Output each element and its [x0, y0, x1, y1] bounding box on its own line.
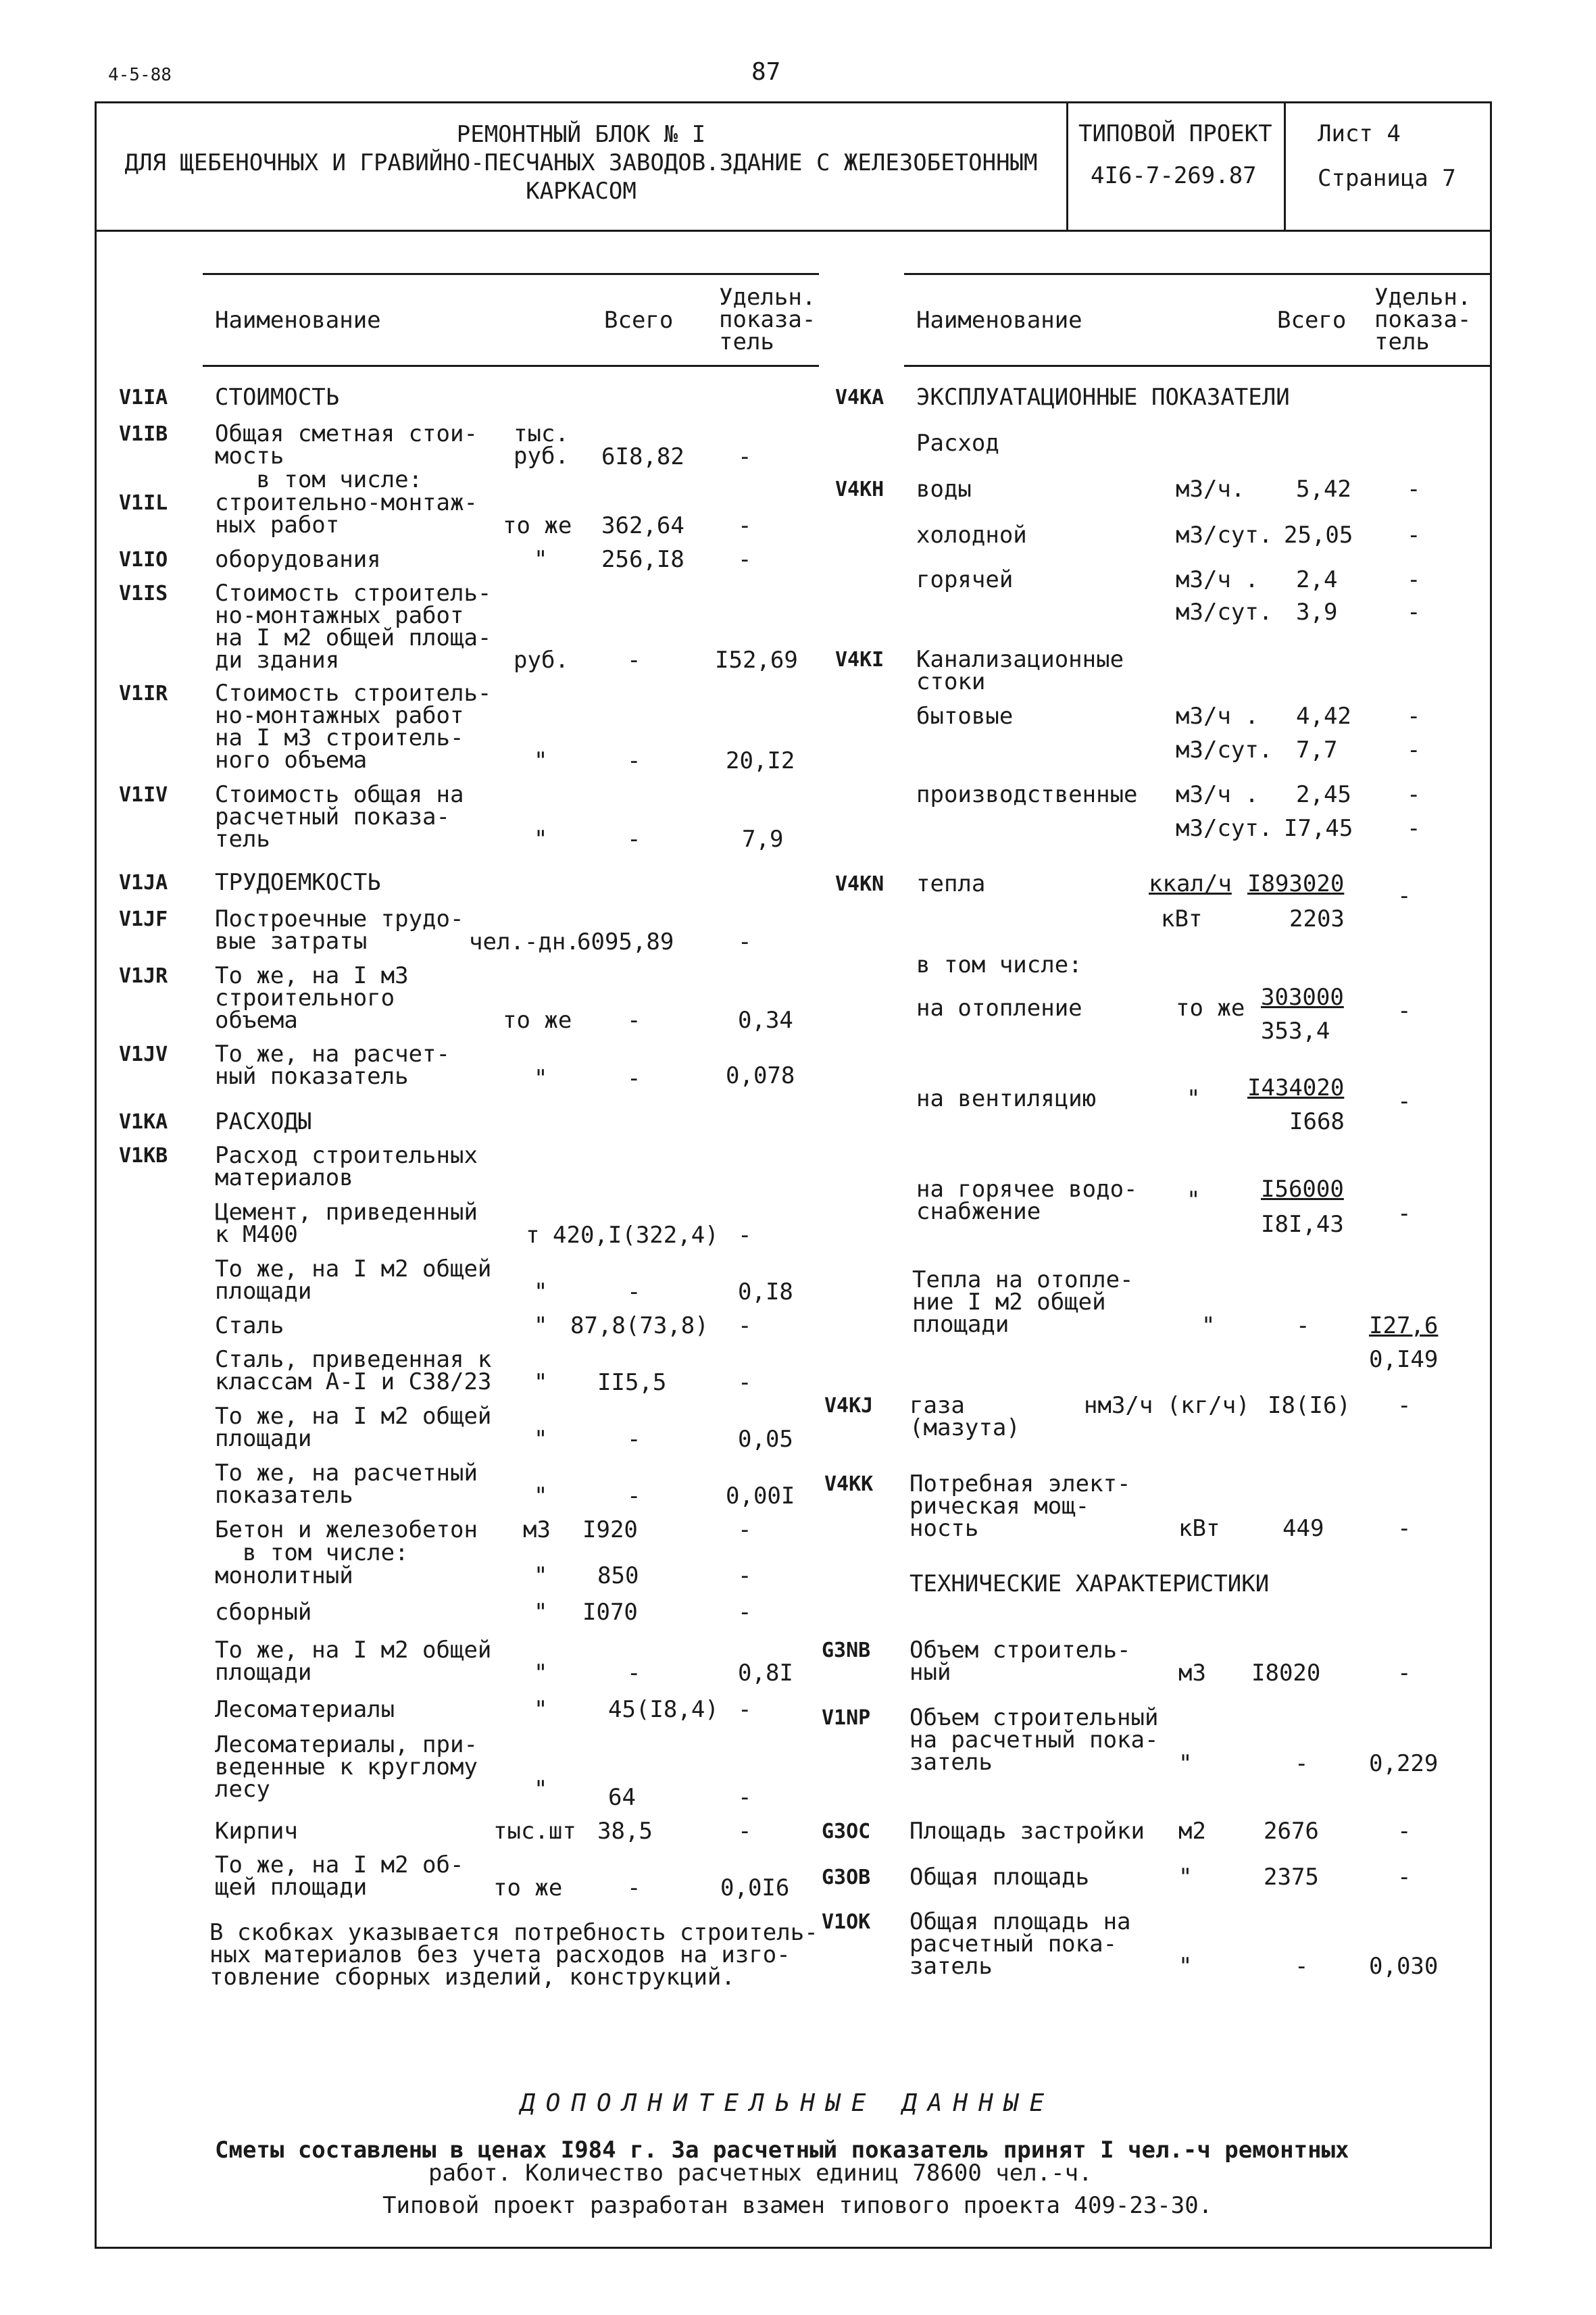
left-row-unit: чел.-дн. [469, 928, 580, 955]
left-row-spec: - [738, 1818, 752, 1845]
right-row-unit: м3/сут. [1176, 599, 1273, 626]
right-row-unit: " [1187, 1187, 1201, 1214]
left-row-name: То же, на расчет- ный показатель [215, 1041, 450, 1090]
right-row-total: 353,4 [1261, 1018, 1330, 1045]
title-block-divider-1 [1066, 101, 1068, 230]
left-row-spec: - [738, 1312, 752, 1339]
left-row-code: V1JF [119, 907, 168, 931]
right-row-name: на отопление [916, 995, 1082, 1022]
left-row-spec: - [738, 512, 752, 539]
left-row-unit: " [534, 1660, 548, 1687]
right-row-spec: - [1397, 997, 1412, 1024]
sheet-number: Лист 4 [1318, 120, 1401, 147]
left-row-name: монолитный [215, 1562, 353, 1589]
left-row-name: Цемент, приведенный к М400 [215, 1199, 478, 1248]
left-row-total: I070 [582, 1599, 638, 1626]
left-row-name: Общая сметная стои- мость [215, 420, 478, 470]
left-table-top-line [203, 273, 819, 275]
left-row-spec: 0,078 [726, 1062, 795, 1089]
right-row-total: 25,05 [1284, 522, 1353, 549]
right-row-unit: м3/ч . [1176, 781, 1259, 808]
right-row-name: горячей [916, 566, 1014, 593]
right-row-spec: - [1407, 737, 1421, 764]
left-col-spec-header [719, 284, 816, 355]
left-row-code: V1JR [119, 964, 168, 988]
left-row-name: Сталь [215, 1312, 284, 1339]
left-row-total: - [627, 826, 641, 853]
additional-line-2: работ. Количество расчетных единиц 78600 чел.-ч. [428, 2160, 1093, 2187]
right-row-spec: - [1397, 1200, 1412, 1227]
right-row-spec: - [1407, 599, 1421, 626]
right-row-spec: - [1397, 1515, 1412, 1542]
right-row-name: Расход [916, 430, 999, 457]
left-row-code: V1JA [119, 871, 168, 895]
right-row-total: I893020 [1247, 870, 1345, 897]
right-row-spec: I27,6 [1369, 1312, 1439, 1339]
left-row-code: V1IB [119, 422, 168, 446]
left-row-total: I920 [582, 1516, 638, 1543]
right-row-name: бытовые [916, 703, 1014, 730]
left-row-total: - [627, 1278, 641, 1305]
left-row-total: - [627, 1874, 641, 1901]
right-row-spec: - [1407, 522, 1421, 549]
right-row-spec: - [1407, 703, 1421, 730]
right-table-top-line [904, 273, 1492, 275]
right-row-name: тепла [916, 870, 986, 897]
right-row-name: Общая площадь [909, 1864, 1090, 1891]
left-col-name-header: Наименование [215, 307, 381, 334]
right-row-spec: - [1397, 882, 1412, 910]
left-row-code: V1IS [119, 582, 168, 605]
left-row-total: 87,8(73,8) [570, 1312, 709, 1339]
right-row-spec: - [1397, 1392, 1412, 1419]
left-row-unit: " [534, 1696, 548, 1723]
left-row-name: Стоимость строитель- но-монтажных работ на I м3 строитель- ного объема [215, 680, 492, 774]
right-row-total: - [1295, 1953, 1309, 1980]
left-row-total: - [627, 1660, 641, 1687]
left-row-total: II5,5 [597, 1369, 667, 1396]
left-row-total: - [627, 1426, 641, 1453]
left-col-total-header: Всего [604, 307, 674, 334]
left-row-spec: 20,I2 [726, 747, 795, 774]
left-row-code: V1IR [119, 682, 168, 705]
left-row-name: То же, на I м3 строительного объема [215, 962, 409, 1034]
right-row-name: Общая площадь на расчетный пока- затель [909, 1908, 1131, 1980]
right-row-code: V1NP [822, 1706, 871, 1730]
right-row-name: на горячее водо- снабжение [916, 1176, 1138, 1225]
right-row-unit: " [1178, 1750, 1193, 1777]
left-row-name: в том числе: [215, 1539, 409, 1566]
left-row-total: 362,64 [601, 512, 684, 539]
right-row-total: 2,4 [1296, 566, 1338, 593]
right-row-name: Тепла на отопле- ние I м2 общей площади [912, 1266, 1134, 1338]
left-row-spec: - [738, 546, 752, 573]
title-line-2: ДЛЯ ЩЕБЕНОЧНЫХ И ГРАВИЙНО-ПЕСЧАНЫХ ЗАВОДОВ.ЗДАНИЕ С ЖЕЛЕЗОБЕТОННЫМ [124, 149, 1038, 176]
left-row-unit: " [534, 1369, 548, 1396]
left-row-code: V1IA [119, 386, 168, 409]
right-row-spec: - [1397, 1818, 1412, 1845]
title-block-bottom-line [95, 230, 1492, 232]
additional-data-heading: ДОПОЛНИТЕЛЬНЫЕ ДАННЫЕ [520, 2089, 1055, 2117]
left-row-spec: - [738, 1696, 752, 1723]
right-row-total: 303000 [1261, 984, 1344, 1011]
right-row-name: на вентиляцию [916, 1085, 1097, 1112]
left-row-unit: " [534, 1562, 548, 1589]
left-row-total: 6I8,82 [601, 443, 684, 470]
right-row-code: G3NB [822, 1639, 871, 1662]
right-row-code: V1OK [822, 1910, 871, 1934]
right-row-total: I8I,43 [1261, 1211, 1344, 1238]
left-row-name: Бетон и железобетон [215, 1516, 478, 1543]
left-row-spec: 0,8I [738, 1660, 793, 1687]
right-row-name: ТЕХНИЧЕСКИЕ ХАРАКТЕРИСТИКИ [909, 1570, 1270, 1597]
left-row-unit: " [534, 1426, 548, 1453]
left-row-unit: то же [493, 1874, 563, 1901]
right-row-code: G3OC [822, 1820, 871, 1843]
right-row-code: V4KN [835, 872, 884, 896]
title-block-divider-2 [1284, 101, 1286, 230]
right-row-code: G3OB [822, 1866, 871, 1889]
left-row-name: Расход строительных материалов [215, 1142, 478, 1191]
left-row-code: V1IL [119, 491, 168, 515]
right-row-spec: - [1397, 1864, 1412, 1891]
project-label: ТИПОВОЙ ПРОЕКТ [1078, 120, 1272, 147]
left-row-total: 6095,89 [577, 928, 674, 955]
right-row-spec: - [1397, 1088, 1412, 1115]
left-row-name: сборный [215, 1599, 312, 1626]
left-row-name: ТРУДОЕМКОСТЬ [215, 869, 381, 896]
left-row-name: РАСХОДЫ [215, 1108, 312, 1135]
right-row-unit: " [1178, 1864, 1193, 1891]
right-row-unit: м3 [1178, 1660, 1206, 1687]
additional-line-1: Сметы составлены в ценах I984 г. За расчетный показатель принят I чел.-ч ремонтных [215, 2137, 1349, 2164]
left-row-spec: 0,05 [738, 1426, 793, 1453]
materials-footnote: В скобках указывается потребность строитель- ных материалов без учета расходов на изго- товление сборных изделий, конструкций. [209, 1919, 818, 1991]
left-row-unit: " [534, 1312, 548, 1339]
left-row-unit: руб. [514, 647, 569, 674]
right-row-code: V4KI [835, 648, 884, 672]
right-table-header-line [904, 365, 1492, 367]
right-row-total: I8020 [1251, 1660, 1321, 1687]
left-row-spec: - [738, 1562, 752, 1589]
right-row-total: - [1295, 1750, 1309, 1777]
left-row-spec: - [738, 1599, 752, 1626]
left-row-unit: тыс. руб. [514, 420, 569, 470]
right-row-total: 7,7 [1296, 737, 1338, 764]
left-row-unit: т [526, 1222, 540, 1249]
form-code: 4-5-88 [108, 65, 172, 85]
right-row-code: V4KH [835, 478, 884, 501]
right-row-total: 2676 [1264, 1818, 1319, 1845]
title-line-1: РЕМОНТНЫЙ БЛОК № I [456, 121, 706, 148]
right-row-name: воды [916, 476, 972, 503]
left-row-name: Сталь, приведенная к классам А-I и С38/23 [215, 1346, 492, 1395]
right-row-spec: - [1407, 566, 1421, 593]
left-row-spec: 7,9 [742, 826, 784, 853]
left-row-spec: - [738, 1516, 752, 1543]
right-row-spec: 0,I49 [1369, 1346, 1439, 1373]
left-row-spec: - [738, 1222, 752, 1249]
page-number: 87 [751, 58, 781, 86]
right-row-unit: м3/сут. [1176, 815, 1273, 842]
left-row-spec: - [738, 928, 752, 955]
left-row-unit: " [534, 826, 548, 853]
right-row-unit: м3/ч . [1176, 566, 1259, 593]
right-row-total: 2203 [1289, 905, 1345, 932]
right-row-total: I7,45 [1284, 815, 1353, 842]
left-row-unit: " [534, 1278, 548, 1305]
right-spec-header-line-1: Удельн. [1374, 284, 1472, 311]
left-row-unit: " [534, 747, 548, 774]
right-row-total: 2375 [1264, 1864, 1319, 1891]
right-row-total: 4,42 [1296, 703, 1351, 730]
right-row-unit: м2 [1178, 1818, 1206, 1845]
left-row-code: V1KB [119, 1144, 168, 1168]
left-row-name: Кирпич [215, 1818, 298, 1845]
left-row-unit: " [534, 1776, 548, 1803]
left-row-name: То же, на I м2 общей площади [215, 1403, 492, 1452]
left-row-unit: " [534, 546, 548, 573]
left-row-total: - [627, 1065, 641, 1092]
right-row-name: холодной [916, 522, 1027, 549]
right-row-code: V4KJ [824, 1394, 874, 1418]
left-row-name: То же, на I м2 общей площади [215, 1637, 492, 1686]
right-col-name-header: Наименование [916, 307, 1082, 334]
right-row-unit: нм3/ч (кг/ч) [1084, 1392, 1250, 1419]
left-row-spec: 0,0I6 [720, 1874, 790, 1901]
left-row-spec: - [738, 1784, 752, 1811]
right-col-total-header: Всего [1277, 307, 1347, 334]
right-row-total: 3,9 [1296, 599, 1338, 626]
left-row-total: - [627, 1483, 641, 1510]
right-row-unit: м3/сут. [1176, 522, 1273, 549]
left-row-name: строительно-монтаж- ных работ [215, 489, 478, 539]
left-row-unit: тыс.шт [493, 1818, 576, 1845]
left-row-code: V1JV [119, 1043, 168, 1066]
left-row-code: V1IO [119, 548, 168, 572]
right-row-unit: кВт [1178, 1515, 1220, 1542]
right-row-spec: 0,229 [1369, 1750, 1439, 1777]
page-label: Страница 7 [1318, 165, 1456, 192]
left-row-name: Лесоматериалы [215, 1696, 395, 1723]
right-row-name: ЭКСПЛУАТАЦИОННЫЕ ПОКАЗАТЕЛИ [916, 384, 1290, 411]
left-row-unit: " [534, 1065, 548, 1092]
left-row-name: То же, на расчетный показатель [215, 1460, 478, 1509]
right-row-unit: " [1178, 1953, 1193, 1980]
left-row-total: 38,5 [597, 1818, 653, 1845]
right-row-spec: 0,030 [1369, 1953, 1439, 1980]
left-spec-header-line-2: показа- [719, 306, 816, 333]
right-row-name: в том числе: [916, 951, 1082, 978]
right-row-unit: " [1187, 1085, 1201, 1112]
document-title [101, 120, 1061, 205]
right-row-unit: " [1201, 1312, 1216, 1339]
right-row-total: I56000 [1261, 1176, 1344, 1203]
right-spec-header-line-3: тель [1374, 328, 1430, 355]
left-row-code: V1KA [119, 1110, 168, 1134]
left-row-name: в том числе: [215, 466, 423, 493]
title-line-3: КАРКАСОМ [526, 178, 637, 205]
right-col-spec-header [1374, 284, 1472, 355]
left-row-name: СТОИМОСТЬ [215, 384, 340, 411]
right-row-spec: - [1407, 781, 1421, 808]
left-row-name: Стоимость общая на расчетный показа- тель [215, 781, 464, 853]
right-row-unit: м3/ч. [1176, 476, 1245, 503]
left-row-name: Стоимость строитель- но-монтажных работ на I м2 общей площа- ди здания [215, 580, 492, 674]
left-row-total: - [627, 1007, 641, 1034]
left-row-unit: то же [503, 1007, 572, 1034]
right-row-code: V4KA [835, 386, 884, 409]
left-row-spec: I52,69 [715, 647, 798, 674]
left-row-unit: м3 [523, 1516, 551, 1543]
left-row-total: 256,I8 [601, 546, 684, 573]
left-row-name: То же, на I м2 общей площади [215, 1255, 492, 1305]
left-row-total: - [627, 647, 641, 674]
right-row-unit: м3/сут. [1176, 737, 1273, 764]
right-row-unit: кВт [1161, 905, 1203, 932]
left-spec-header-line-1: Удельн. [719, 284, 816, 311]
right-spec-header-line-2: показа- [1374, 306, 1472, 333]
right-row-name: Объем строитель- ный [909, 1637, 1131, 1686]
right-row-unit: м3/ч . [1176, 703, 1259, 730]
right-row-name: газа (мазута) [909, 1392, 1020, 1441]
left-row-name: Лесоматериалы, при- веденные к круглому лесу [215, 1731, 478, 1803]
left-row-name: Построечные трудо- вые затраты [215, 905, 464, 955]
right-row-name: Потребная элект- рическая мощ- ность [909, 1470, 1131, 1542]
left-spec-header-line-3: тель [719, 328, 774, 355]
left-row-spec: - [738, 443, 752, 470]
left-table-header-line [203, 365, 819, 367]
left-row-spec: 0,34 [738, 1007, 793, 1034]
left-row-name: То же, на I м2 об- щей площади [215, 1851, 464, 1901]
left-row-code: V1IV [119, 783, 168, 807]
right-row-code: V4KK [824, 1472, 874, 1496]
left-row-spec: 0,00I [726, 1483, 795, 1510]
right-row-total: 5,42 [1296, 476, 1351, 503]
right-row-spec: - [1407, 476, 1421, 503]
right-row-unit: то же [1176, 995, 1245, 1022]
right-row-total: 449 [1282, 1515, 1324, 1542]
left-row-unit: то же [503, 512, 572, 539]
left-row-total: 850 [597, 1562, 639, 1589]
left-row-total: 420,I(322,4) [553, 1222, 719, 1249]
project-number: 4I6-7-269.87 [1091, 162, 1257, 189]
right-row-spec: - [1397, 1660, 1412, 1687]
left-row-unit: " [534, 1483, 548, 1510]
left-row-unit: " [534, 1599, 548, 1626]
left-row-total: 45(I8,4) [608, 1696, 719, 1723]
right-row-total: I434020 [1247, 1074, 1345, 1101]
right-row-spec: - [1407, 815, 1421, 842]
right-row-name: Объем строительный на расчетный пока- затель [909, 1704, 1159, 1776]
left-row-total: - [627, 747, 641, 774]
right-row-name: Площадь застройки [909, 1818, 1145, 1845]
left-row-name: оборудования [215, 546, 381, 573]
right-row-name: Канализационные стоки [916, 646, 1124, 695]
additional-line-3: Типовой проект разработан взамен типового проекта 409-23-30. [382, 2192, 1213, 2219]
left-row-total: 64 [608, 1784, 636, 1811]
right-row-total: 2,45 [1296, 781, 1351, 808]
right-row-total: - [1296, 1312, 1310, 1339]
left-row-spec: 0,I8 [738, 1278, 793, 1305]
left-row-spec: - [738, 1369, 752, 1396]
right-row-unit: ккал/ч [1149, 870, 1232, 897]
right-row-total: I668 [1289, 1108, 1345, 1135]
right-row-total: I8(I6) [1268, 1392, 1351, 1419]
right-row-name: производственные [916, 781, 1138, 808]
